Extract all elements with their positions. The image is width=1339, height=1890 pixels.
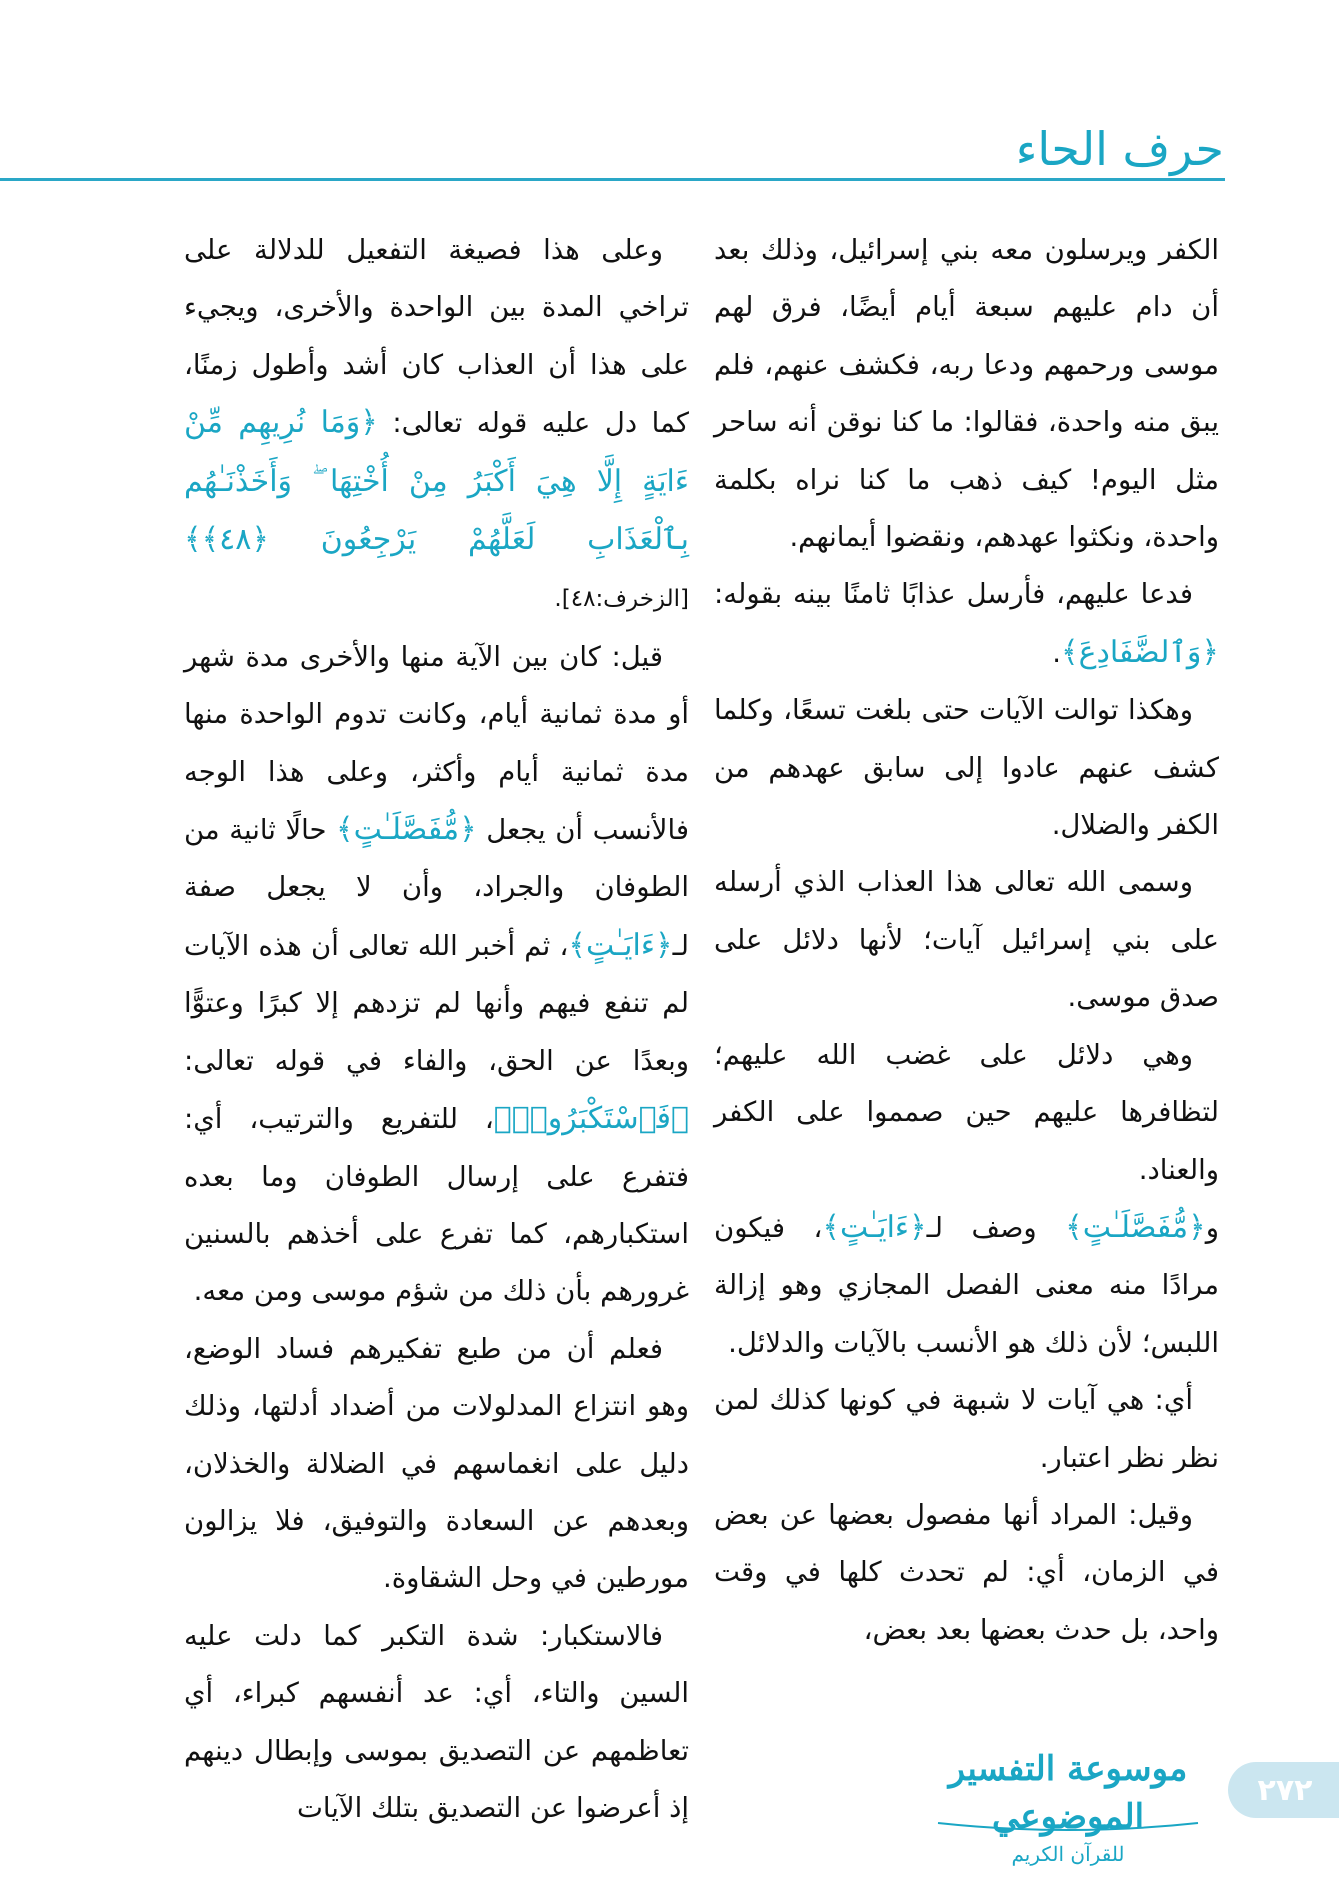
paragraph: أي: هي آيات لا شبهة في كونها كذلك لمن نظر نظر اعتبار. <box>714 1384 1219 1474</box>
quran-quote: ﴿ءَايَـٰتٍ﴾ <box>568 927 673 963</box>
paragraph: وهي دلائل على غضب الله عليهم؛ لتظافرها عليهم حين صمموا على الكفر والعناد. <box>714 1038 1219 1186</box>
paragraph: الكفر ويرسلون معه بني إسرائيل، وذلك بعد أن دام عليهم سبعة أيام أيضًا، فرق لهم موسى ورحمهم ودعا ربه، فكشف عنهم، فلم يبق منه واحدة، فقالوا: ما كنا نوقن أنه ساحر مثل اليوم! كيف ذهب ما كنا نراه بكلمة واحدة، ونكثوا عهدهم، ونقضوا أيمانهم. <box>714 234 1219 554</box>
paragraph: فدعا عليهم، فأرسل عذابًا ثامنًا بينه بقوله: ﴿وَٱلضَّفَادِعَ﴾. <box>714 578 1219 670</box>
quran-quote: ﴿فَٱسْتَكْبَرُوا۟﴾ <box>493 1101 689 1137</box>
quran-quote: ﴿وَٱلضَّفَادِعَ﴾ <box>1061 634 1219 670</box>
left-column <box>184 222 689 1837</box>
right-column <box>714 222 1219 1659</box>
logo-ornament-icon <box>928 1745 1208 1840</box>
paragraph: فالاستكبار: شدة التكبر كما دلت عليه السين والتاء، أي: عد أنفسهم كبراء، أي تعاظمهم عن التصديق بموسى وإبطال دينهم إذ أعرضوا عن التصديق بتلك الآيات <box>184 1619 689 1824</box>
paragraph: وسمى الله تعالى هذا العذاب الذي أرسله على بني إسرائيل آيات؛ لأنها دلائل على صدق موسى. <box>714 866 1219 1014</box>
surah-reference: [الزخرف:٤٨]. <box>554 586 689 613</box>
paragraph: قيل: كان بين الآية منها والأخرى مدة شهر أو مدة ثمانية أيام، وكانت تدوم الواحدة منها مدة ثمانية أيام وأكثر، وعلى هذا الوجه فالأنسب أن يجعل ﴿مُّفَصَّلَـٰتٍ﴾ حالًا ثانية من الطوفان والجراد، وأن لا يجعل صفة لـ﴿ءَايَـٰتٍ﴾، ثم أخبر الله تعالى أن هذه الآيات لم تنفع فيهم وأنها لم تزدهم إلا كبرًا وعتوًّا وبعدًا عن الحق، والفاء في قوله تعالى: ﴿فَٱسْتَكْبَرُوا۟﴾، للتفريع والترتيب، أي: فتفرع على إرسال الطوفان وما بعده استكبارهم، كما تفرع على أخذهم بالسنين غرورهم بأن ذلك من شؤم موسى ومن معه. <box>184 640 689 1308</box>
encyclopedia-logo <box>928 1745 1208 1866</box>
paragraph: وعلى هذا فصيغة التفعيل للدلالة على تراخي المدة بين الواحدة والأخرى، ويجيء على هذا أن العذاب كان أشد وأطول زمنًا، كما دل عليه قوله تعالى: ﴿وَمَا نُرِيهِم مِّنْ ءَايَةٍ إِلَّا هِيَ أَكْبَرُ مِنْ أُخْتِهَا ۖ وَأَخَذْنَـٰهُم بِٱلْعَذَابِ لَعَلَّهُمْ يَرْجِعُونَ ﴿٤٨﴾﴾ [الزخرف:٤٨]. <box>184 234 689 613</box>
page-number: ٢٧٢ <box>1228 1762 1339 1818</box>
paragraph: فعلم أن من طبع تفكيرهم فساد الوضع، وهو انتزاع المدلولات من أضداد أدلتها، وذلك دليل على انغماسهم في الضلالة والخذلان، وبعدهم عن السعادة والتوفيق، فلا يزالون مورطين في وحل الشقاوة. <box>184 1332 689 1595</box>
header-rule <box>0 178 1225 181</box>
logo-subtitle: للقرآن الكريم <box>1011 1842 1125 1866</box>
paragraph: وقيل: المراد أنها مفصول بعضها عن بعض في الزمان، أي: لم تحدث كلها في وقت واحد، بل حدث بعضها بعد بعض، <box>714 1498 1219 1646</box>
quran-quote: ﴿ءَايَـٰتٍ﴾ <box>822 1209 927 1245</box>
logo-title: موسوعة التفسير الموضوعي <box>948 1749 1188 1837</box>
quran-quote: ﴿وَمَا نُرِيهِم مِّنْ ءَايَةٍ إِلَّا هِيَ أَكْبَرُ مِنْ أُخْتِهَا ۖ وَأَخَذْنَـٰهُم بِٱلْعَذَابِ لَعَلَّهُمْ يَرْجِعُونَ ﴿٤٨﴾﴾ <box>184 405 689 558</box>
chapter-title: حرف الحاء <box>1015 122 1224 176</box>
quran-quote: ﴿مُّفَصَّلَـٰتٍ﴾ <box>336 812 477 848</box>
paragraph: و﴿مُّفَصَّلَـٰتٍ﴾ وصف لـ﴿ءَايَـٰتٍ﴾، فيكون مرادًا منه معنى الفصل المجازي وهو إزالة اللبس؛ لأن ذلك هو الأنسب بالآيات والدلائل. <box>714 1209 1219 1359</box>
paragraph: وهكذا توالت الآيات حتى بلغت تسعًا، وكلما كشف عنهم عادوا إلى سابق عهدهم من الكفر والضلال. <box>714 694 1219 842</box>
quran-quote: ﴿مُّفَصَّلَـٰتٍ﴾ <box>1065 1209 1206 1245</box>
